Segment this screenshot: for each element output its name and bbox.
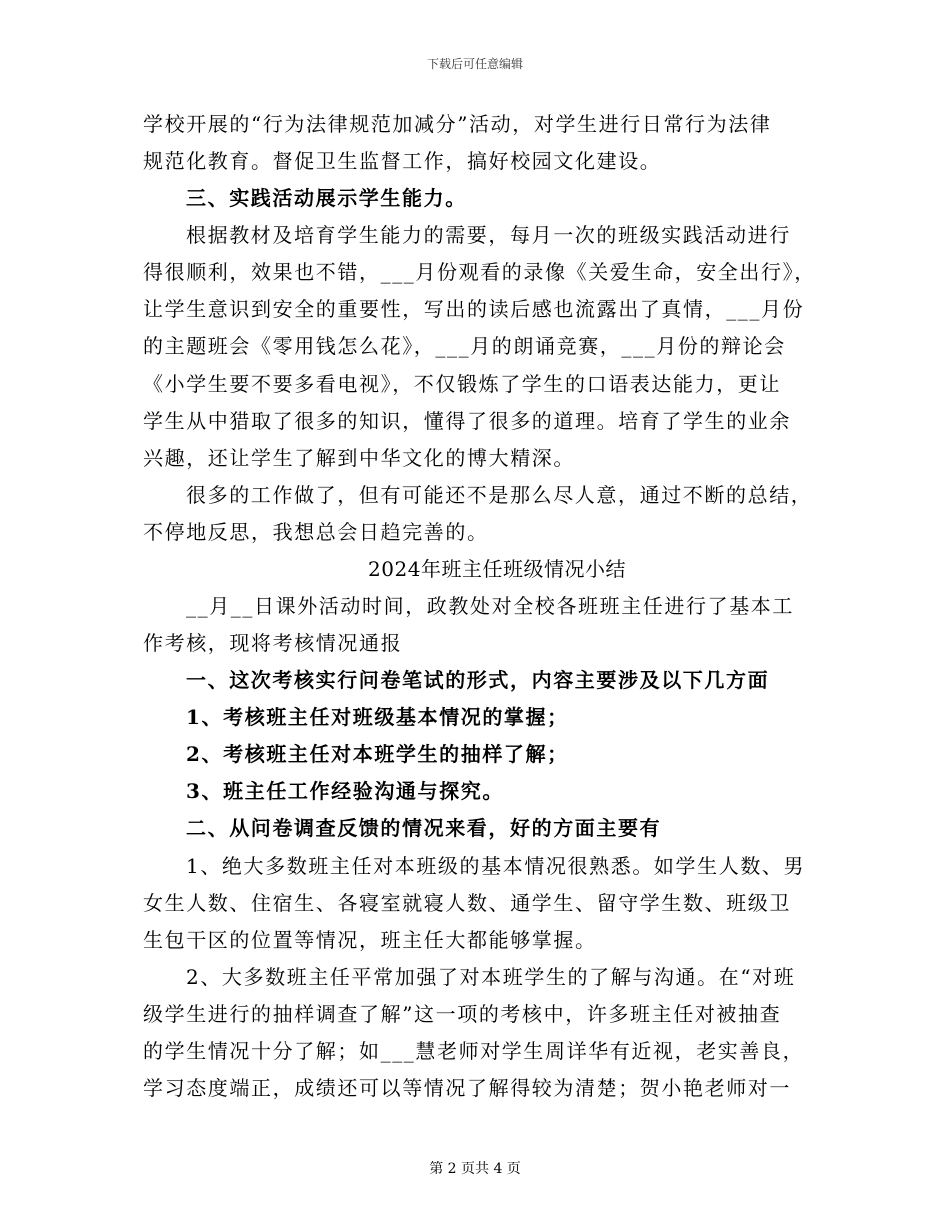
text-line: 女生人数、住宿生、各寝室就寝人数、通学生、留守学生数、班级卫: [143, 890, 791, 915]
text-line: 兴趣，还让学生了解到中华文化的博大精深。: [143, 445, 575, 470]
text-line: 让学生意识到安全的重要性，写出的读后感也流露出了真情，___月份: [143, 297, 805, 322]
heading-line: 1、考核班主任对班级基本情况的掌握；: [186, 705, 569, 730]
heading-line: 3、班主任工作经验沟通与探究。: [186, 779, 504, 804]
text-line: 的主题班会《零用钱怎么花》，___月的朗诵竞赛，___月份的辩论会: [143, 334, 786, 359]
text-line: 不停地反思，我想总会日趋完善的。: [143, 519, 489, 544]
heading-line: 二、从问卷调查反馈的情况来看，好的方面主要有: [186, 816, 662, 841]
text-line: 生包干区的位置等情况，班主任大都能够掌握。: [143, 927, 597, 952]
text-line: 作考核，现将考核情况通报: [143, 631, 403, 656]
text-line: 1、绝大多数班主任对本班级的基本情况很熟悉。如学生人数、男: [186, 853, 806, 878]
heading-line: 三、实践活动展示学生能力。: [186, 186, 467, 211]
text-line: 级学生进行的抽样调查了解”这一项的考核中，许多班主任对被抽查: [143, 1001, 782, 1026]
text-line: 学校开展的“行为法律规范加减分”活动，对学生进行日常行为法律: [143, 112, 772, 136]
text-line: 的学生情况十分了解；如___慧老师对学生周详华有近视，老实善良，: [143, 1038, 805, 1063]
text-line: 得很顺利，效果也不错，___月份观看的录像《关爱生命，安全出行》，: [143, 260, 816, 285]
text-line: 《小学生要不要多看电视》，不仅锻炼了学生的口语表达能力，更让: [143, 371, 781, 396]
text-line: 学生从中猎取了很多的知识，懂得了很多的道理。培育了学生的业余: [143, 408, 791, 433]
text-line: 根据教材及培育学生能力的需要，每月一次的班级实践活动进行: [186, 223, 791, 248]
text-line: 学习态度端正，成绩还可以等情况了解得较为清楚；贺小艳老师对一: [143, 1076, 791, 1100]
section-title: 2024年班主任班级情况小结: [368, 556, 626, 581]
text-line: __月__日课外活动时间，政教处对全校各班班主任进行了基本工: [186, 594, 794, 618]
heading-line: 一、这次考核实行问卷笔试的形式，内容主要涉及以下几方面: [186, 668, 770, 693]
page-header: 下载后可任意编辑: [426, 57, 523, 71]
text-line: 很多的工作做了，但有可能还不是那么尽人意，通过不断的总结，: [186, 482, 813, 507]
page-footer: 第 2 页共 4 页: [429, 1161, 521, 1177]
heading-line: 2、考核班主任对本班学生的抽样了解；: [186, 742, 569, 767]
text-line: 2、大多数班主任平常加强了对本班学生的了解与沟通。在“对班: [186, 964, 796, 989]
text-line: 规范化教育。督促卫生监督工作，搞好校园文化建设。: [143, 149, 662, 174]
